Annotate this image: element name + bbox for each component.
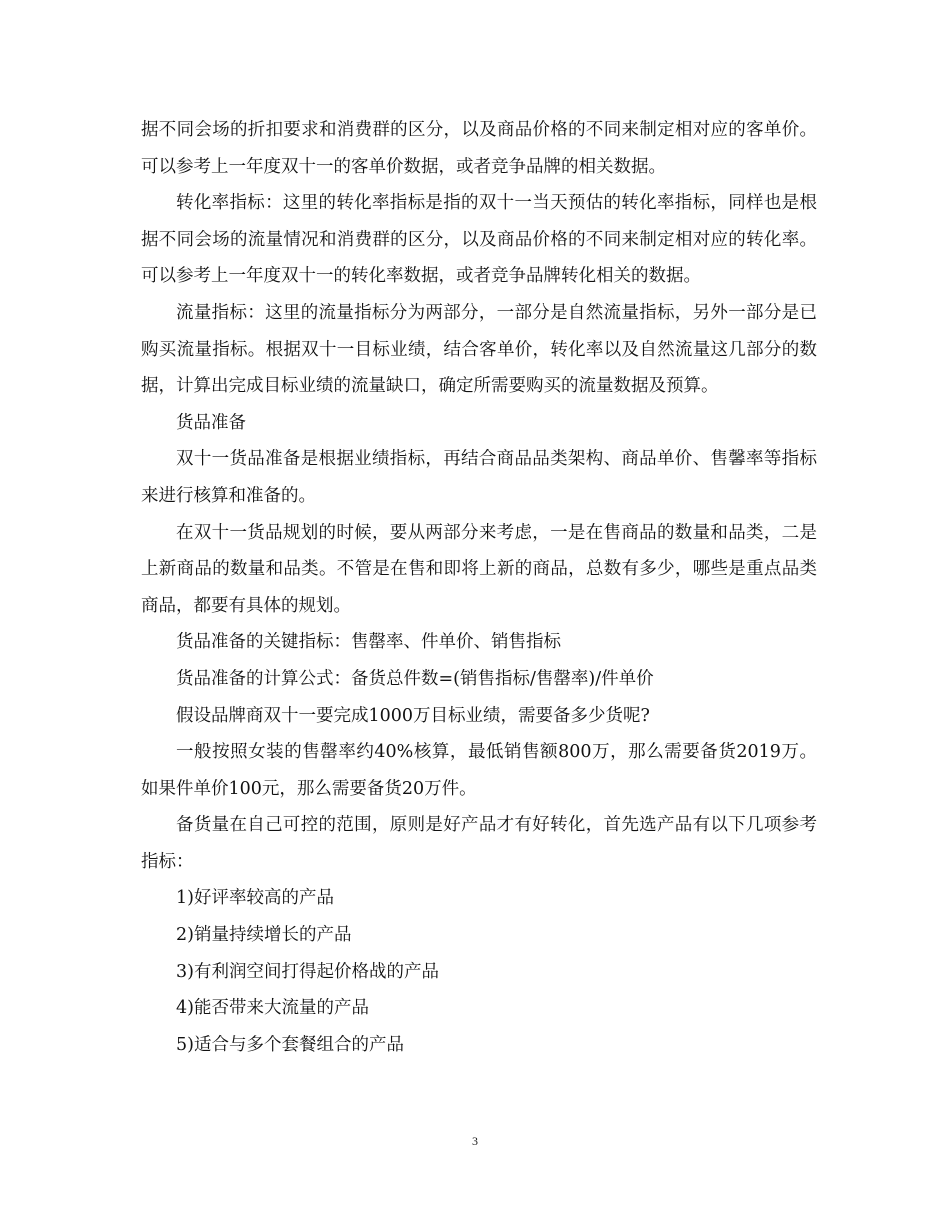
paragraph: 流量指标：这里的流量指标分为两部分，一部分是自然流量指标，另外一部分是已购买流量指标。根据双十一目标业绩，结合客单价，转化率以及自然流量这几部分的数据，计算出完成目标业绩的流量缺口，确定所需要购买的流量数据及预算。 bbox=[141, 302, 817, 397]
paragraph: 转化率指标：这里的转化率指标是指的双十一当天预估的转化率指标，同样也是根据不同会场的流量情况和消费群的区分，以及商品价格的不同来制定相对应的转化率。可以参考上一年度双十一的转化率数据，或者竞争品牌转化相关的数据。 bbox=[141, 193, 817, 287]
paragraph: 假设品牌商双十一要完成1000万目标业绩，需要备多少货呢? bbox=[176, 705, 650, 726]
paragraph: 备货量在自己可控的范围，原则是好产品才有好转化，首先选产品有以下几项参考指标： bbox=[141, 815, 817, 872]
section-heading: 货品准备 bbox=[176, 412, 246, 433]
paragraph: 双十一货品准备是根据业绩指标，再结合商品品类架构、商品单价、售馨率等指标来进行核算和准备的。 bbox=[141, 449, 817, 506]
list-item: 4)能否带来大流量的产品 bbox=[176, 998, 369, 1019]
list-item: 2)销量持续增长的产品 bbox=[176, 925, 352, 946]
paragraph: 据不同会场的折扣要求和消费群的区分，以及商品价格的不同来制定相对应的客单价。可以参考上一年度双十一的客单价数据，或者竞争品牌的相关数据。 bbox=[141, 120, 817, 177]
paragraph: 在双十一货品规划的时候，要从两部分来考虑，一是在售商品的数量和品类，二是上新商品的数量和品类。不管是在售和即将上新的商品，总数有多少，哪些是重点品类商品，都要有具体的规划。 bbox=[141, 522, 817, 616]
page-number: 3 bbox=[472, 1134, 478, 1148]
paragraph: 一般按照女装的售罄率约40%核算，最低销售额800万，那么需要备货2019万。如果件单价100元，那么需要备货20万件。 bbox=[141, 742, 817, 799]
list-item: 1)好评率较高的产品 bbox=[176, 888, 334, 909]
list-item: 5)适合与多个套餐组合的产品 bbox=[176, 1034, 404, 1055]
document-body bbox=[141, 112, 817, 1063]
list-item: 3)有利润空间打得起价格战的产品 bbox=[176, 961, 439, 982]
paragraph: 货品准备的关键指标：售罄率、件单价、销售指标 bbox=[176, 632, 561, 653]
paragraph: 货品准备的计算公式：备货总件数=(销售指标/售罄率)/件单价 bbox=[176, 668, 654, 689]
